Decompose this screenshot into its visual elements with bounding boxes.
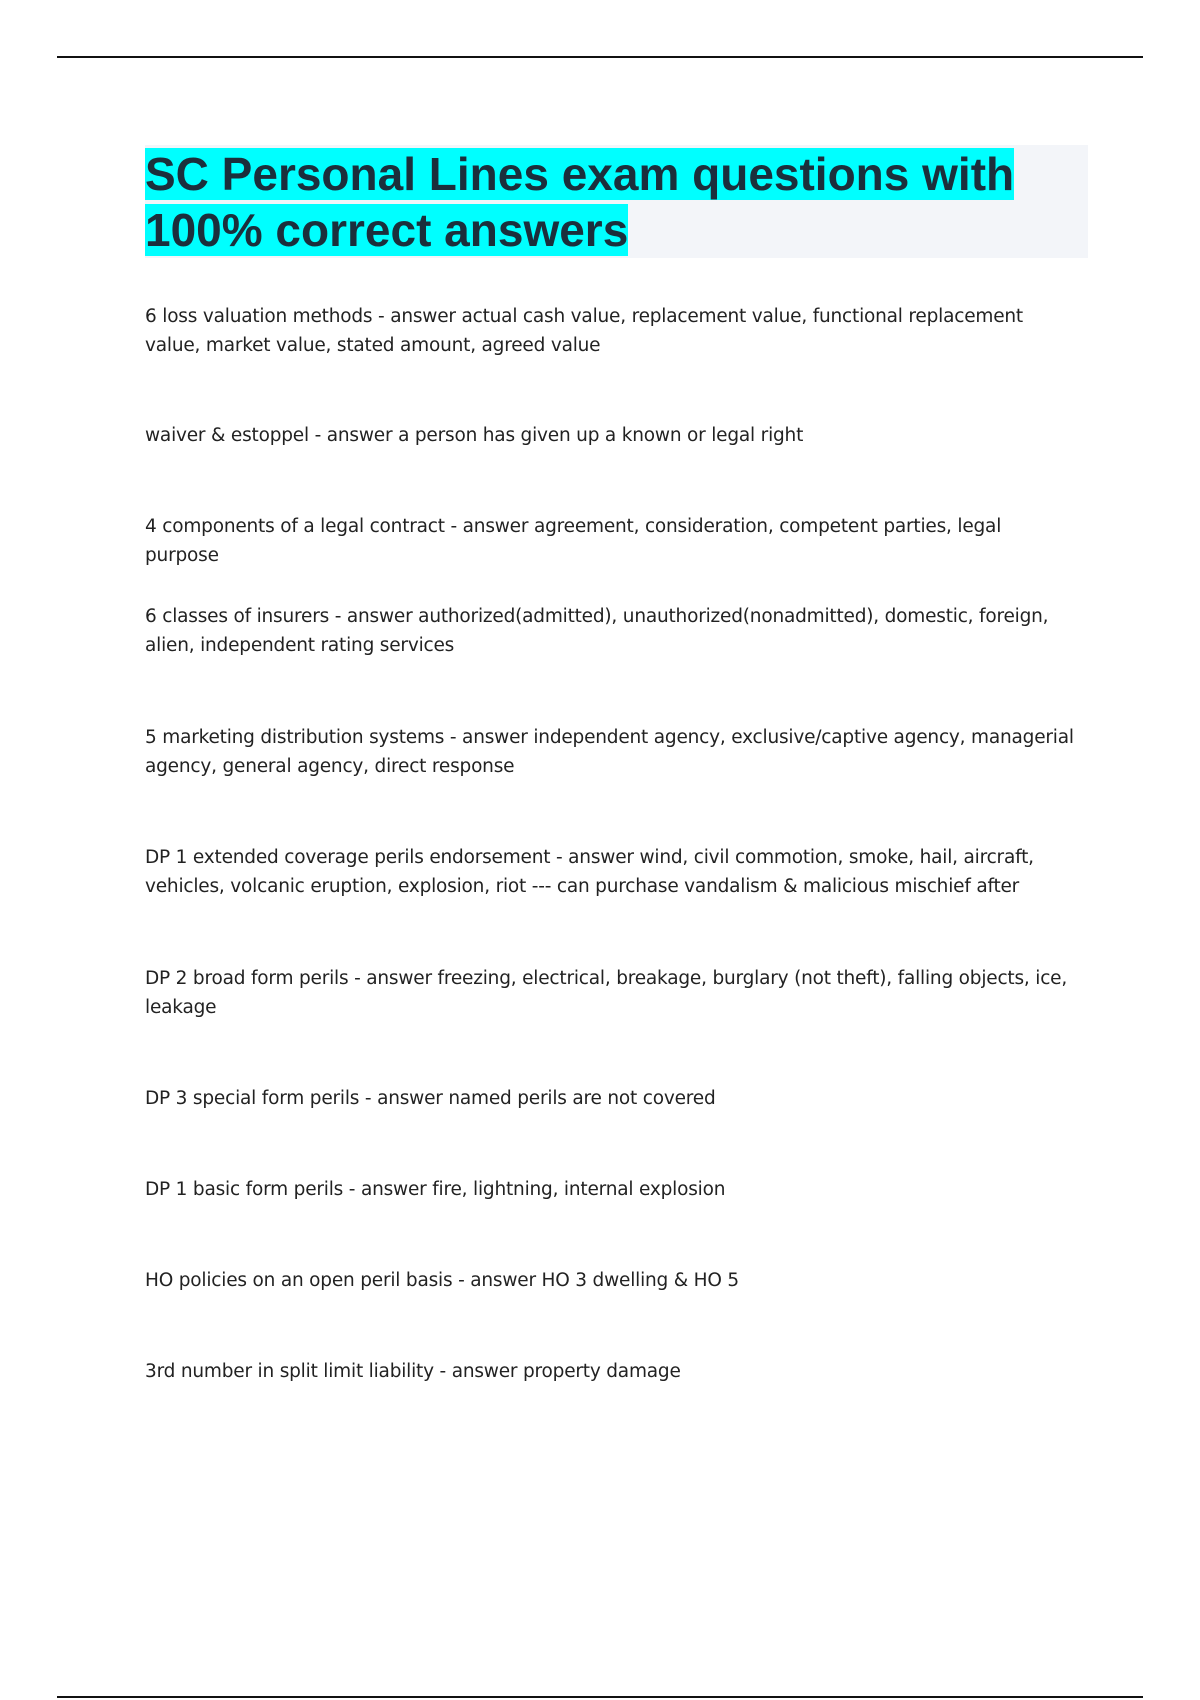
qa-item: waiver & estoppel - answer a person has given up a known or legal right	[145, 425, 804, 446]
qa-item: 6 loss valuation methods - answer actual cash value, replacement value, functional replacement value, market value, stated amount, agreed value	[145, 306, 1023, 356]
bottom-rule	[57, 1696, 1143, 1698]
qa-item: 5 marketing distribution systems - answer independent agency, exclusive/captive agency, managerial agency, general agency, direct response	[145, 727, 1074, 777]
qa-item: DP 1 extended coverage perils endorsement - answer wind, civil commotion, smoke, hail, aircraft, vehicles, volcanic eruption, explosion, riot --- can purchase vandalism & malicious mischief after	[145, 847, 1034, 897]
qa-item: 3rd number in split limit liability - answer property damage	[145, 1361, 681, 1382]
qa-item: 6 classes of insurers - answer authorized(admitted), unauthorized(nonadmitted), domestic, foreign, alien, independent rating services	[145, 606, 1049, 656]
title-block	[145, 145, 1088, 258]
document-title	[145, 145, 1088, 258]
title-line-2: 100% correct answers	[145, 204, 629, 256]
qa-item: DP 2 broad form perils - answer freezing, electrical, breakage, burglary (not theft), falling objects, ice, leakage	[145, 968, 1068, 1018]
qa-item: HO policies on an open peril basis - answer HO 3 dwelling & HO 5	[145, 1270, 740, 1291]
qa-item: DP 3 special form perils - answer named perils are not covered	[145, 1088, 716, 1109]
qa-item: DP 1 basic form perils - answer fire, lightning, internal explosion	[145, 1179, 726, 1200]
title-line-1: SC Personal Lines exam questions with	[145, 148, 1015, 200]
qa-item: 4 components of a legal contract - answer agreement, consideration, competent parties, legal purpose	[145, 516, 1002, 566]
top-rule	[57, 56, 1143, 58]
